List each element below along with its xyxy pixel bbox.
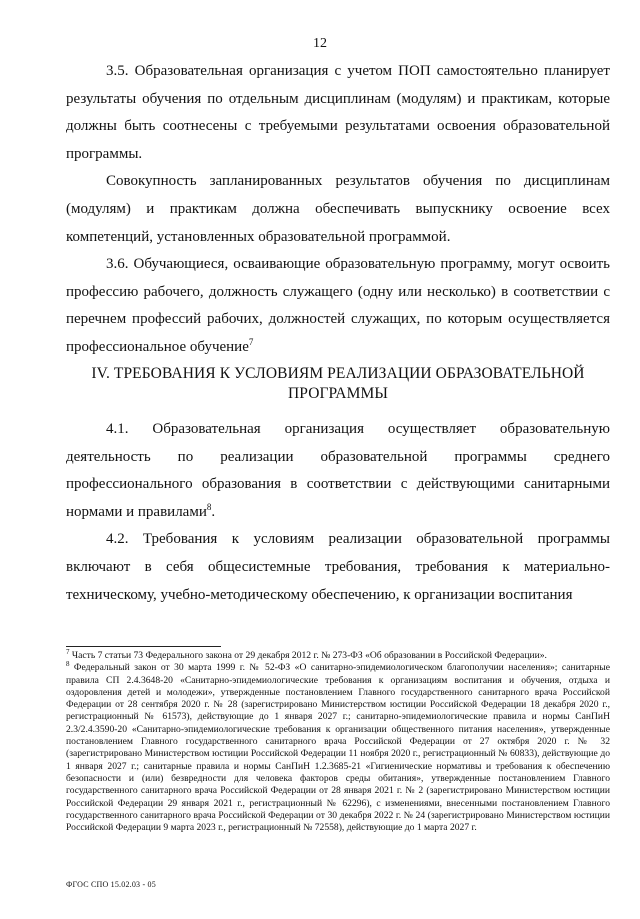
footnote-text: Федеральный закон от 30 марта 1999 г. № 52-ФЗ «О санитарно-эпидемиологическом благополучии населения»; санитарные правила СП 2.4.3648-20 «Санитарно-эпидемиологические требования к организациям воспитания и обучения, отдыха и оздоровления детей и молодежи», утвержденные постановлением Главного государственного санитарного врача Российской Федерации от 28 сентября 2020 г. № 28 (зарегистрировано Министерством юстиции Российской Федерации 18 декабря 2020 г., регистрационный № 61573), действующие до 1 января 2027 г.; санитарно-эпидемиологические правила и нормы СанПиН 2.3/2.4.3590-20 «Санитарно-эпидемиологические требования к организации общественного питания населения», утвержденные постановлением Главного государственного санитарного врача Российской Федерации от 27 октября 2020 г. № 32 (зарегистрировано Министерством юстиции Российской Федерации 11 ноября 2020 г., регистрационный № 60833), действующие до 1 января 2027 г.; санитарные правила и нормы СанПиН 1.2.3685-21 «Гигиенические нормативы и требования к обеспечению безопасности и (или) безвредности для человека факторов среды обитания», утвержденные постановлением Главного государственного санитарного врача Российской Федерации от 28 января 2021 г. № 2 (зарегистрировано Министерством юстиции Российской Федерации 29 января 2021 г., регистрационный № 62296), с изменениями, внесенными постановлением Главного государственного санитарного врача Российской Федерации от 30 декабря 2022 г. № 24 (зарегистрировано Министерством юстиции Российской Федерации 9 марта 2023 г., регистрационный № 72558), действующие до 1 марта 2027 г. [66,662,610,834]
section-4-heading [66,364,610,404]
paragraph-3-5-continued: Совокупность запланированных результатов обучения по дисциплинам (модулям) и практикам должна обеспечивать выпускнику освоение всех компетенций, установленных образовательной программой. [66,173,610,245]
paragraph-4-1 [66,416,610,526]
footnote-ref-7: 7 [248,336,254,347]
section-3-text [66,58,610,362]
heading-line-1: IV. ТРЕБОВАНИЯ К УСЛОВИЯМ РЕАЛИЗАЦИИ ОБРАЗОВАТЕЛЬНОЙ [91,365,585,382]
heading-line-2: ПРОГРАММЫ [288,385,388,402]
footnote-mark: 7 [66,647,70,656]
page-number: 12 [313,36,327,51]
footnote-ref-8: 8 [206,501,212,512]
paragraph-4-2: 4.2. Требования к условиям реализации образовательной программы включают в себя общесистемные требования, требования к материально-техническому, учебно-методическому обеспечению, к организации воспитания [66,531,610,603]
paragraph-3-6 [66,251,610,361]
paragraph-4-1-end: . [211,503,216,520]
footnote-separator [66,646,221,647]
document-code: ФГОС СПО 15.02.03 - 05 [66,880,156,889]
footnote-7 [66,647,610,662]
paragraph-3-5: 3.5. Образовательная организация с учетом ПОП самостоятельно планирует результаты обучения по отдельным дисциплинам (модулям) и практикам, которые должны быть соотнесены с требуемыми результатами освоения образовательной программы. [66,63,610,162]
footnote-mark: 8 [66,660,70,669]
footnote-8 [66,662,610,834]
paragraph-3-6-text: 3.6. Обучающиеся, осваивающие образовательную программу, могут освоить профессию рабочего, должность служащего (одну или несколько) в соответствии с перечнем профессий рабочих, должностей служащих, по которым осуществляется профессиональное обучение [66,256,610,355]
footnotes [66,647,610,834]
section-4-text [66,416,610,609]
footnote-text: Часть 7 статьи 73 Федерального закона от 29 декабря 2012 г. № 273-ФЗ «Об образовании в Российской Федерации». [69,650,547,661]
paragraph-4-1-text: 4.1. Образовательная организация осуществляет образовательную деятельность по реализации образовательной программы среднего профессионального образования в соответствии с действующими санитарными нормами и правилами [66,421,610,520]
